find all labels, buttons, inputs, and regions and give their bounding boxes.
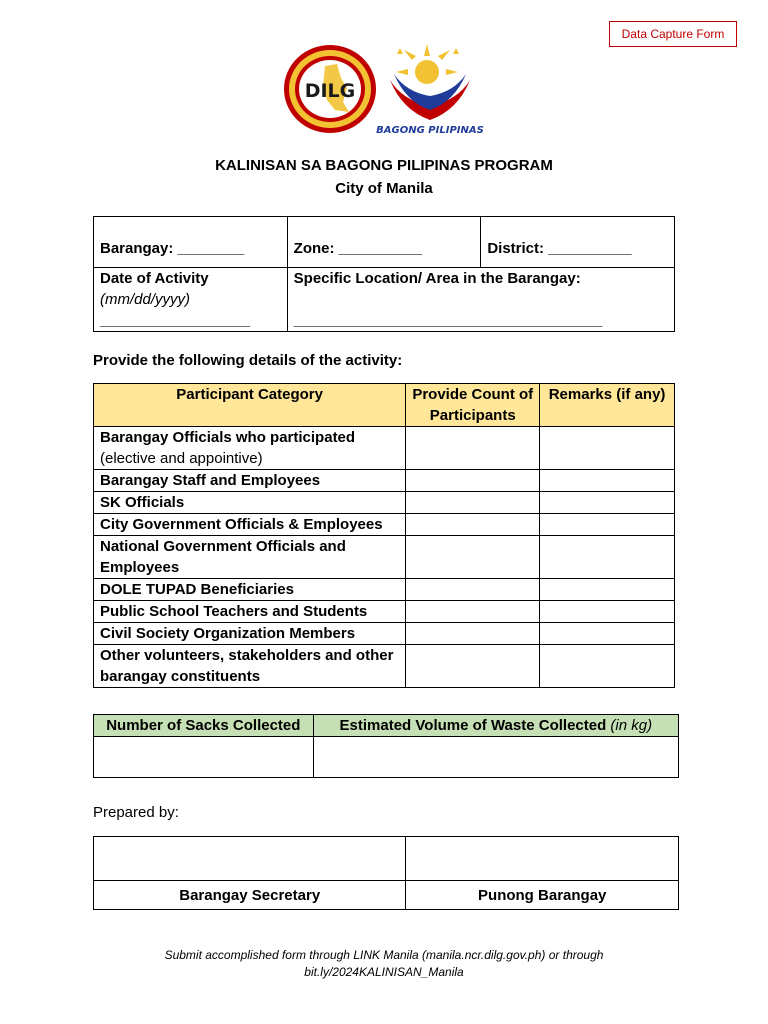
participant-category-cell [94, 427, 406, 470]
participant-row [94, 427, 675, 470]
participant-row [94, 579, 675, 601]
date-line: __________________ [100, 312, 251, 329]
participant-row [94, 514, 675, 536]
participant-count-cell[interactable] [406, 645, 540, 688]
participant-category-cell [94, 514, 406, 536]
participant-row [94, 645, 675, 688]
participant-count-cell[interactable] [406, 536, 540, 579]
date-label: Date of Activity [100, 270, 209, 287]
punong-barangay-label: Punong Barangay [406, 881, 679, 910]
participant-remarks-cell[interactable] [540, 536, 675, 579]
count-header: Provide Count of Participants [406, 384, 540, 427]
participant-count-cell[interactable] [406, 579, 540, 601]
participant-remarks-cell[interactable] [540, 470, 675, 492]
prepared-by-label: Prepared by: [93, 804, 179, 821]
activity-info-table [93, 216, 675, 332]
specific-location-field[interactable] [287, 268, 674, 332]
participant-category-cell [94, 536, 406, 579]
participant-remarks-cell[interactable] [540, 645, 675, 688]
date-of-activity-field[interactable] [94, 268, 288, 332]
participant-remarks-cell[interactable] [540, 579, 675, 601]
participant-category-cell [94, 579, 406, 601]
footer-note [0, 947, 768, 981]
participant-row [94, 623, 675, 645]
secretary-signature-cell[interactable] [94, 837, 406, 881]
participant-count-cell[interactable] [406, 427, 540, 470]
participant-category-label: National Government Officials and Employees [100, 538, 346, 576]
participant-row [94, 601, 675, 623]
zone-field[interactable]: Zone: __________ [287, 217, 481, 268]
bagong-pilipinas-logo [372, 40, 488, 138]
sacks-input-cell[interactable] [94, 737, 314, 778]
participant-category-label: Public School Teachers and Students [100, 603, 368, 620]
participant-count-cell[interactable] [406, 492, 540, 514]
date-format-hint: (mm/dd/yyyy) [100, 291, 190, 308]
participant-category-label: Other volunteers, stakeholders and other barangay constituents [100, 647, 394, 685]
signatures-table [93, 836, 679, 910]
footer-line-2: bit.ly/2024KALINISAN_Manila [304, 965, 464, 979]
punong-signature-cell[interactable] [406, 837, 679, 881]
participant-count-cell[interactable] [406, 470, 540, 492]
participant-category-label: City Government Officials & Employees [100, 516, 383, 533]
participant-category-label: DOLE TUPAD Beneficiaries [100, 581, 294, 598]
participant-remarks-cell[interactable] [540, 514, 675, 536]
remarks-header: Remarks (if any) [540, 384, 675, 427]
participant-category-cell [94, 623, 406, 645]
participant-category-cell [94, 470, 406, 492]
participant-count-cell[interactable] [406, 623, 540, 645]
bagong-logo-text: BAGONG PILIPINAS [376, 125, 484, 136]
participant-count-cell[interactable] [406, 601, 540, 623]
participants-table [93, 383, 675, 688]
instructions-text: Provide the following details of the activity: [93, 352, 403, 369]
participant-count-cell[interactable] [406, 514, 540, 536]
form-title: KALINISAN SA BAGONG PILIPINAS PROGRAM [215, 157, 553, 174]
location-line: _____________________________________ [293, 312, 603, 329]
participant-category-label: Barangay Staff and Employees [100, 472, 321, 489]
form-type-tag: Data Capture Form [609, 21, 737, 47]
participant-category-label: SK Officials [100, 494, 185, 511]
volume-unit: (in kg) [610, 717, 653, 734]
participant-category-label: Barangay Officials who participated [100, 429, 356, 446]
participant-category-note: (elective and appointive) [100, 450, 263, 467]
location-label: Specific Location/ Area in the Barangay: [293, 270, 581, 287]
sacks-header: Number of Sacks Collected [94, 715, 314, 737]
participant-category-cell [94, 601, 406, 623]
dilg-seal-logo [283, 44, 377, 134]
participant-category-cell [94, 645, 406, 688]
district-field[interactable]: District: __________ [481, 217, 675, 268]
footer-line-1: Submit accomplished form through LINK Manila (manila.ncr.dilg.gov.ph) or through [164, 948, 604, 962]
participant-category-cell [94, 492, 406, 514]
form-subtitle: City of Manila [335, 180, 433, 197]
participant-category-label: Civil Society Organization Members [100, 625, 356, 642]
participant-remarks-cell[interactable] [540, 492, 675, 514]
participant-remarks-cell[interactable] [540, 427, 675, 470]
participant-remarks-cell[interactable] [540, 623, 675, 645]
volume-header [313, 715, 678, 737]
dilg-logo-text: DILG [304, 80, 356, 102]
barangay-field[interactable]: Barangay: ________ [94, 217, 288, 268]
waste-collection-table [93, 714, 679, 778]
barangay-secretary-label: Barangay Secretary [94, 881, 406, 910]
participant-row [94, 536, 675, 579]
participant-row [94, 492, 675, 514]
volume-header-label: Estimated Volume of Waste Collected [339, 717, 607, 734]
participant-row [94, 470, 675, 492]
participant-category-header: Participant Category [94, 384, 406, 427]
participant-remarks-cell[interactable] [540, 601, 675, 623]
volume-input-cell[interactable] [313, 737, 678, 778]
